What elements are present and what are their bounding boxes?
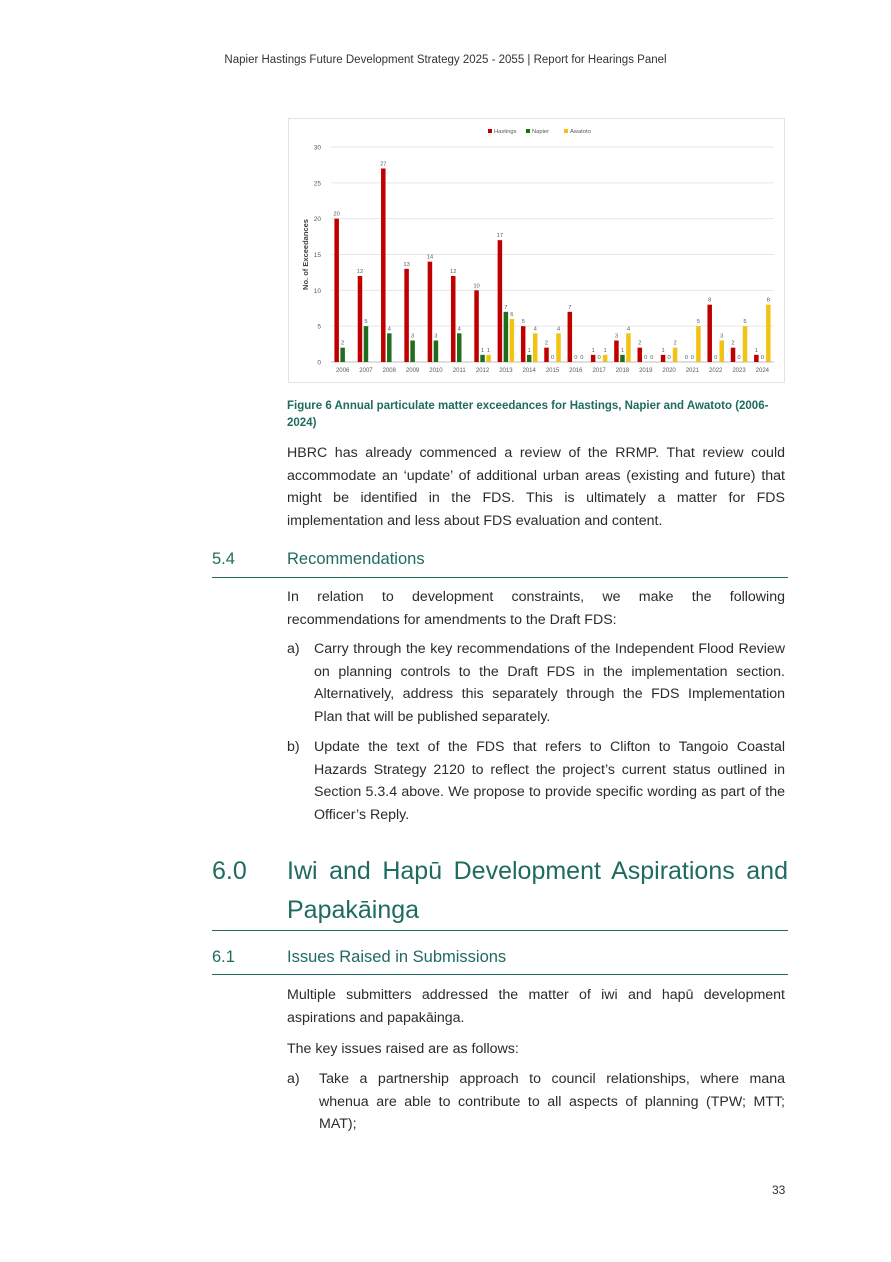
data-label: 20 — [333, 211, 340, 218]
data-label: 0 — [550, 355, 555, 361]
bar-awatoto — [719, 341, 724, 363]
bar-hastings — [474, 290, 479, 362]
x-tick-label: 2024 — [755, 368, 770, 374]
data-label: 4 — [556, 326, 561, 333]
bar-hastings — [451, 276, 456, 362]
bar-awatoto — [696, 326, 701, 362]
data-label: 17 — [496, 233, 504, 240]
bar-napier — [504, 312, 509, 362]
chapter-title: Iwi and Hapū Development Aspirations and Papakāinga — [287, 857, 788, 924]
list-item-text: Update the text of the FDS that refers to Clifton to Tangoio Coastal Hazards Strategy 2120 to reflect the project’s current status outlined in Section 5.3.4 above. We propose to provide specific wording as part of the Officer’s Reply. — [314, 739, 785, 823]
data-label: 1 — [486, 347, 491, 354]
bar-awatoto — [510, 319, 515, 362]
bar-napier — [434, 341, 439, 363]
data-label: 1 — [591, 347, 595, 354]
section-title: Issues Raised in Submissions — [287, 948, 507, 966]
y-tick-label: 25 — [313, 180, 321, 188]
y-tick-label: 0 — [317, 359, 321, 367]
section-heading-issues — [212, 948, 788, 975]
x-tick-label: 2009 — [405, 368, 420, 374]
data-label: 1 — [620, 347, 625, 354]
bar-hastings — [381, 169, 386, 363]
data-label: 27 — [380, 161, 387, 168]
x-tick-label: 2012 — [475, 368, 490, 374]
data-label: 6 — [510, 312, 514, 318]
bar-napier — [340, 348, 345, 362]
x-tick-label: 2007 — [359, 368, 373, 374]
data-label: 5 — [521, 319, 525, 326]
x-tick-label: 2010 — [429, 368, 443, 374]
paragraph-rrmp-review: HBRC has already commenced a review of the RRMP. That review could accommodate an ‘update’ of additional urban areas (existing and future) that might be identified in the FDS. This is ultimately a matter for FDS implementation and less about FDS evaluation and content. — [287, 445, 785, 529]
page-number: 33 — [772, 1183, 786, 1197]
list-item-text: Carry through the key recommendations of the Independent Flood Review on planning controls to the Draft FDS in the implementation section. Alternatively, address this separately through the FDS Implementation Plan that will be published separately. — [314, 641, 785, 725]
x-tick-label: 2017 — [592, 368, 606, 374]
exceedance-chart — [288, 118, 785, 383]
list-marker: a) — [287, 641, 300, 657]
list-marker: b) — [287, 739, 300, 755]
data-label: 2 — [673, 340, 677, 347]
data-label: 2 — [638, 340, 642, 347]
y-tick-label: 20 — [313, 216, 321, 224]
bar-napier — [620, 355, 625, 362]
data-label: 1 — [603, 347, 607, 354]
x-tick-label: 2022 — [709, 368, 723, 374]
bar-napier — [387, 333, 392, 362]
data-label: 7 — [568, 304, 572, 311]
section-number: 5.4 — [212, 550, 235, 568]
bar-hastings — [358, 276, 363, 362]
list-marker: a) — [287, 1071, 300, 1087]
data-label: 5 — [364, 319, 368, 326]
recommendation-item-b — [287, 736, 785, 826]
x-tick-label: 2014 — [522, 368, 536, 374]
bar-awatoto — [486, 355, 491, 362]
data-label: 0 — [580, 355, 584, 361]
bar-awatoto — [766, 305, 771, 362]
bar-awatoto — [533, 333, 538, 362]
bar-hastings — [707, 305, 712, 362]
recommendation-item-a — [287, 638, 785, 728]
legend-label: Hastings — [494, 129, 517, 135]
bar-napier — [364, 326, 369, 362]
list-item-text: Take a partnership approach to council relationships, where mana whenua are able to contribute to all aspects of planning (TPW; MTT; MAT); — [319, 1071, 785, 1132]
data-label: 1 — [754, 347, 758, 354]
data-label: 13 — [403, 261, 410, 268]
data-label: 14 — [426, 254, 434, 261]
data-label: 10 — [473, 283, 480, 290]
y-tick-label: 10 — [313, 287, 321, 295]
x-tick-label: 2019 — [639, 368, 653, 374]
data-label: 1 — [480, 347, 485, 354]
bar-hastings — [521, 326, 526, 362]
figure-caption: Figure 6 Annual particulate matter exceedances for Hastings, Napier and Awatoto (2006-2024) — [287, 400, 769, 429]
data-label: 0 — [597, 355, 601, 361]
chapter-number: 6.0 — [212, 857, 247, 885]
legend-label: Napier — [532, 129, 550, 135]
data-label: 3 — [410, 333, 415, 340]
x-tick-label: 2011 — [452, 368, 466, 374]
data-label: 1 — [527, 347, 531, 354]
data-label: 4 — [457, 326, 461, 333]
data-label: 5 — [743, 319, 747, 326]
data-label: 7 — [504, 304, 508, 311]
data-label: 0 — [644, 355, 648, 361]
data-label: 2 — [544, 340, 549, 347]
bar-awatoto — [603, 355, 608, 362]
section-title: Recommendations — [287, 550, 425, 568]
bar-hastings — [568, 312, 573, 362]
legend-swatch-awatoto — [564, 129, 568, 133]
x-tick-label: 2023 — [732, 368, 746, 374]
data-label: 12 — [356, 269, 364, 275]
bar-hastings — [731, 348, 736, 362]
paragraph-submitters: Multiple submitters addressed the matter of iwi and hapū development aspirations and papakāinga. — [287, 987, 785, 1026]
bar-napier — [410, 341, 415, 363]
issue-item-a — [287, 1068, 785, 1132]
legend-swatch-hastings — [488, 129, 492, 133]
data-label: 8 — [766, 297, 770, 304]
y-tick-label: 5 — [317, 323, 321, 331]
data-label: 0 — [650, 355, 654, 361]
chapter-heading-iwi-hapu — [212, 852, 788, 931]
data-label: 0 — [760, 355, 764, 361]
bar-hastings — [591, 355, 596, 362]
x-tick-label: 2020 — [662, 368, 676, 374]
bar-hastings — [334, 219, 339, 362]
y-tick-label: 30 — [313, 144, 321, 152]
bar-hastings — [428, 262, 433, 362]
data-label: 1 — [661, 347, 665, 354]
data-label: 0 — [714, 355, 718, 361]
data-label: 8 — [708, 297, 712, 304]
bar-awatoto — [673, 348, 678, 362]
data-label: 2 — [341, 340, 345, 347]
bar-hastings — [544, 348, 549, 362]
data-label: 3 — [720, 333, 724, 340]
bar-awatoto — [626, 333, 631, 362]
legend-swatch-napier — [526, 129, 530, 133]
bar-napier — [457, 333, 462, 362]
bar-awatoto — [556, 333, 561, 362]
data-label: 3 — [434, 333, 438, 340]
data-label: 0 — [684, 355, 689, 361]
data-label: 4 — [533, 326, 537, 333]
data-label: 4 — [626, 326, 631, 333]
data-label: 0 — [667, 355, 671, 361]
x-tick-label: 2018 — [615, 368, 630, 374]
bar-napier — [480, 355, 485, 362]
section-heading-recommendations — [212, 550, 788, 578]
legend-label: Awatoto — [570, 129, 591, 135]
data-label: 4 — [387, 326, 391, 333]
bar-hastings — [754, 355, 759, 362]
section-number: 6.1 — [212, 948, 235, 966]
x-tick-label: 2013 — [499, 368, 513, 374]
data-label: 0 — [574, 355, 578, 361]
x-tick-label: 2016 — [569, 368, 583, 374]
x-tick-label: 2006 — [335, 368, 350, 374]
paragraph-recommendations-intro: In relation to development constraints, we make the following recommendations for amendments to the Draft FDS: — [287, 589, 785, 628]
data-label: 0 — [737, 355, 741, 361]
bar-hastings — [614, 341, 619, 363]
x-tick-label: 2021 — [685, 368, 700, 374]
bar-hastings — [498, 240, 503, 362]
bar-hastings — [404, 269, 409, 362]
data-label: 12 — [450, 269, 457, 275]
bar-hastings — [661, 355, 666, 362]
data-label: 0 — [690, 355, 695, 361]
x-tick-label: 2015 — [545, 368, 560, 374]
data-label: 2 — [731, 340, 735, 347]
exceedance-chart-svg — [289, 119, 784, 382]
bar-napier — [527, 355, 532, 362]
paragraph-key-issues: The key issues raised are as follows: — [287, 1041, 519, 1057]
bar-awatoto — [743, 326, 748, 362]
data-label: 3 — [614, 333, 619, 340]
bar-hastings — [638, 348, 643, 362]
running-header: Napier Hastings Future Development Strategy 2025 - 2055 | Report for Hearings Panel — [224, 54, 667, 66]
y-axis-title: No. of Exceedances — [301, 219, 310, 290]
x-tick-label: 2008 — [382, 368, 396, 374]
y-tick-label: 15 — [313, 252, 321, 259]
data-label: 5 — [696, 319, 701, 326]
